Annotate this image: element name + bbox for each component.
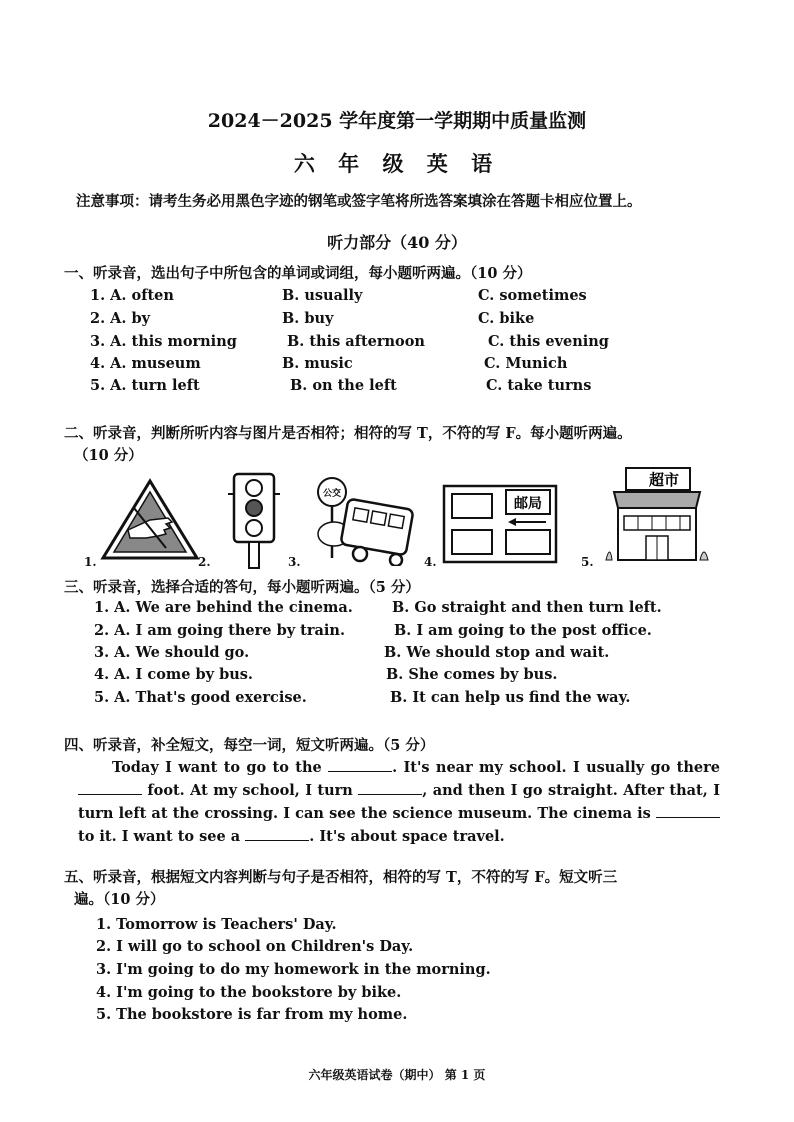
passage-text: , and then I go straight. After that, I turn left at the crossing. I can see the science museum. The cinema is	[78, 782, 720, 822]
part1-item2-a: 2. A. by	[90, 310, 151, 327]
passage-text: . It's about space travel.	[309, 828, 505, 845]
blank-1[interactable]	[328, 759, 392, 772]
part5-item2: 2. I will go to school on Children's Day.	[96, 938, 414, 955]
part1-heading: 一、听录音，选出句子中所包含的单词或词组，每小题听两遍。（10 分）	[64, 265, 532, 282]
part3-item4-b: B. She comes by bus.	[386, 666, 558, 683]
part3-item1-a: 1. A. We are behind the cinema.	[94, 599, 353, 616]
part5-item3: 3. I'm going to do my homework in the morning.	[96, 961, 491, 978]
part1-item5-a: 5. A. turn left	[90, 377, 200, 394]
part5-heading-line1: 五、听录音，根据短文内容判断与句子是否相符，相符的写 T，不符的写 F。短文听三	[64, 869, 618, 886]
listening-section-title: 听力部分（40 分）	[327, 233, 467, 252]
part3-heading: 三、听录音，选择合适的答句，每小题听两遍。（5 分）	[64, 579, 420, 596]
blank-3[interactable]	[358, 782, 422, 795]
part1-item3-a: 3. A. this morning	[90, 333, 237, 350]
part1-item5-c: C. take turns	[486, 377, 592, 394]
bus-stop-icon	[304, 474, 416, 566]
exam-subtitle: 六 年 级 英 语	[293, 151, 501, 176]
traffic-light-icon	[228, 470, 282, 570]
supermarket-label: 超市	[648, 471, 680, 489]
part5-heading-line2: 遍。（10 分）	[74, 891, 165, 908]
part3-item4-a: 4. A. I come by bus.	[94, 666, 253, 683]
bus-sign-label: 公交	[322, 489, 342, 499]
pic2-number: 2.	[198, 555, 211, 569]
part1-item3-b: B. this afternoon	[287, 333, 425, 350]
part3-item3-a: 3. A. We should go.	[94, 644, 250, 661]
part2-heading-line2: （10 分）	[74, 447, 143, 464]
post-office-label: 邮局	[514, 496, 542, 512]
blank-4[interactable]	[656, 805, 720, 818]
post-office-map-icon	[442, 484, 558, 564]
exam-title: 2024－2025 学年度第一学期期中质量监测	[207, 110, 587, 132]
part3-item2-a: 2. A. I am going there by train.	[94, 622, 346, 639]
part4-passage	[78, 756, 720, 848]
part1-item1-b: B. usually	[282, 287, 363, 304]
pic1-number: 1.	[84, 555, 97, 569]
part1-item1-a: 1. A. often	[90, 287, 174, 304]
pic3-number: 3.	[288, 555, 301, 569]
part1-item2-c: C. bike	[478, 310, 535, 327]
part3-item5-a: 5. A. That's good exercise.	[94, 689, 307, 706]
passage-text: to it. I want to see a	[78, 828, 241, 845]
part1-item3-c: C. this evening	[488, 333, 609, 350]
blank-2[interactable]	[78, 782, 142, 795]
part5-item4: 4. I'm going to the bookstore by bike.	[96, 984, 402, 1001]
part3-item1-b: B. Go straight and then turn left.	[392, 599, 662, 616]
part5-item1: 1. Tomorrow is Teachers' Day.	[96, 916, 337, 933]
warning-sign-icon	[100, 478, 200, 562]
part1-item2-b: B. buy	[282, 310, 334, 327]
part4-heading: 四、听录音，补全短文，每空一词，短文听两遍。（5 分）	[64, 737, 435, 754]
passage-text: . It's near my school. I usually go there	[392, 759, 720, 776]
page-footer: 六年级英语试卷（期中） 第 1 页	[308, 1068, 486, 1082]
pic4-number: 4.	[424, 555, 437, 569]
pic5-number: 5.	[581, 555, 594, 569]
part3-item2-b: B. I am going to the post office.	[394, 622, 652, 639]
part3-item5-b: B. It can help us find the way.	[390, 689, 631, 706]
passage-text: foot. At my school, I turn	[147, 782, 353, 799]
part3-item3-b: B. We should stop and wait.	[384, 644, 610, 661]
part5-item5: 5. The bookstore is far from my home.	[96, 1006, 408, 1023]
part1-item1-c: C. sometimes	[478, 287, 587, 304]
part1-item4-c: C. Munich	[484, 355, 568, 372]
part2-heading-line1: 二、听录音，判断所听内容与图片是否相符；相符的写 T，不符的写 F。每小题听两遍。	[64, 425, 632, 442]
blank-5[interactable]	[245, 828, 309, 841]
supermarket-icon	[604, 464, 710, 566]
notice-text: 注意事项：请考生务必用黑色字迹的钢笔或签字笔将所选答案填涂在答题卡相应位置上。	[76, 193, 642, 210]
part1-item4-b: B. music	[282, 355, 353, 372]
passage-text: Today I want to go to the	[112, 759, 322, 776]
part1-item5-b: B. on the left	[290, 377, 397, 394]
part1-item4-a: 4. A. museum	[90, 355, 201, 372]
